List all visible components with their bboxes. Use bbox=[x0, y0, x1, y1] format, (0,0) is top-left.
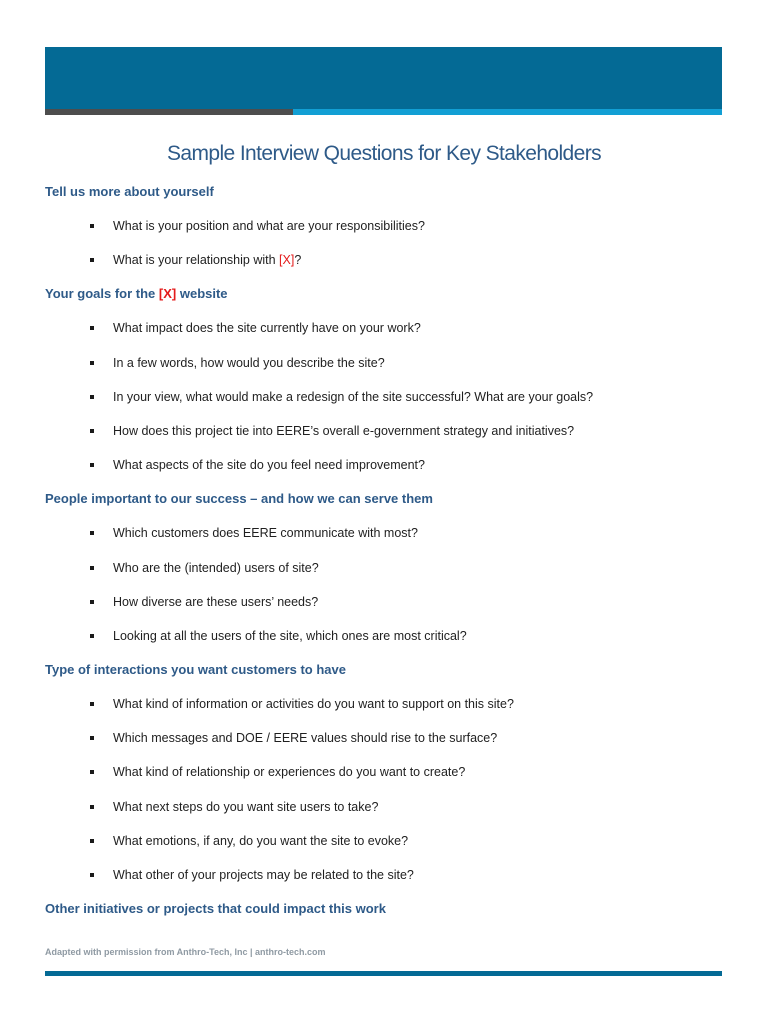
section-people-important bbox=[45, 490, 725, 661]
heading-text-end: website bbox=[176, 286, 228, 302]
question-item bbox=[45, 798, 725, 832]
question-text: What emotions, if any, do you want the site to evoke? bbox=[113, 833, 409, 848]
question-text: What next steps do you want site users to take? bbox=[113, 799, 379, 814]
section-heading: People important to our success – and how we can serve them bbox=[45, 491, 433, 507]
footer-rule bbox=[45, 971, 722, 976]
question-item bbox=[45, 217, 725, 251]
question-item bbox=[45, 524, 725, 558]
bullet-icon bbox=[90, 839, 94, 843]
heading-text: Your goals for the bbox=[45, 286, 159, 302]
footer-credit: Adapted with permission from Anthro-Tech, Inc | anthro-tech.com bbox=[45, 947, 326, 957]
question-text: What is your position and what are your responsibilities? bbox=[113, 219, 425, 233]
bullet-icon bbox=[90, 736, 94, 740]
question-text: Who are the (intended) users of site? bbox=[113, 560, 319, 575]
question-text: Looking at all the users of the site, which ones are most critical? bbox=[113, 628, 467, 643]
question-text: Which customers does EERE communicate with most? bbox=[113, 526, 418, 541]
placeholder-token: [X] bbox=[158, 286, 177, 302]
header-band bbox=[45, 47, 722, 109]
bullet-icon bbox=[90, 429, 94, 433]
section-heading bbox=[45, 285, 725, 319]
question-item bbox=[45, 866, 725, 900]
section-heading: Type of interactions you want customers to have bbox=[45, 662, 346, 678]
question-text: In your view, what would make a redesign of the site successful? What are your goals? bbox=[113, 389, 594, 404]
section-interactions bbox=[45, 661, 725, 900]
question-item bbox=[45, 627, 725, 661]
question-text: In a few words, how would you describe the site? bbox=[113, 355, 385, 370]
bullet-icon bbox=[90, 702, 94, 706]
bullet-icon bbox=[90, 326, 94, 330]
question-item bbox=[45, 559, 725, 593]
question-item bbox=[45, 729, 725, 763]
section-website-goals bbox=[45, 285, 725, 490]
question-item bbox=[45, 319, 725, 353]
document-title: Sample Interview Questions for Key Stakeholders bbox=[166, 142, 602, 165]
bullet-icon bbox=[90, 531, 94, 535]
section-about-yourself bbox=[45, 183, 725, 285]
question-text: How diverse are these users’ needs? bbox=[113, 594, 319, 609]
question-text: How does this project tie into EERE’s overall e-government strategy and initiatives? bbox=[113, 423, 575, 438]
question-item bbox=[45, 593, 725, 627]
section-heading: Tell us more about yourself bbox=[45, 184, 214, 199]
question-text: What aspects of the site do you feel need improvement? bbox=[113, 458, 425, 473]
section-other-initiatives bbox=[45, 900, 725, 934]
question-text: What impact does the site currently have on your work? bbox=[113, 321, 421, 336]
section-heading: Other initiatives or projects that could impact this work bbox=[45, 901, 386, 917]
bullet-icon bbox=[90, 395, 94, 399]
bullet-icon bbox=[90, 600, 94, 604]
header-stripe-light bbox=[293, 109, 722, 115]
header-stripe-dark bbox=[45, 109, 293, 115]
bullet-icon bbox=[90, 258, 94, 262]
question-item bbox=[45, 763, 725, 797]
question-text: Which messages and DOE / EERE values should rise to the surface? bbox=[113, 731, 498, 746]
bullet-icon bbox=[90, 224, 94, 228]
question-text-end: ? bbox=[294, 253, 302, 268]
question-item bbox=[45, 695, 725, 729]
bullet-icon bbox=[90, 566, 94, 570]
bullet-icon bbox=[90, 361, 94, 365]
bullet-icon bbox=[90, 463, 94, 467]
question-text: What is your relationship with bbox=[113, 253, 280, 268]
question-item bbox=[45, 832, 725, 866]
question-item bbox=[45, 251, 725, 285]
bullet-icon bbox=[90, 770, 94, 774]
question-item bbox=[45, 354, 725, 388]
placeholder-token: [X] bbox=[279, 253, 295, 268]
bullet-icon bbox=[90, 634, 94, 638]
question-text: What other of your projects may be related to the site? bbox=[113, 868, 414, 882]
bullet-icon bbox=[90, 873, 94, 877]
question-item bbox=[45, 456, 725, 490]
question-item bbox=[45, 422, 725, 456]
bullet-icon bbox=[90, 805, 94, 809]
question-list bbox=[45, 183, 725, 934]
question-text: What kind of relationship or experiences do you want to create? bbox=[113, 765, 466, 780]
question-item bbox=[45, 388, 725, 422]
question-text: What kind of information or activities do you want to support on this site? bbox=[113, 697, 514, 712]
